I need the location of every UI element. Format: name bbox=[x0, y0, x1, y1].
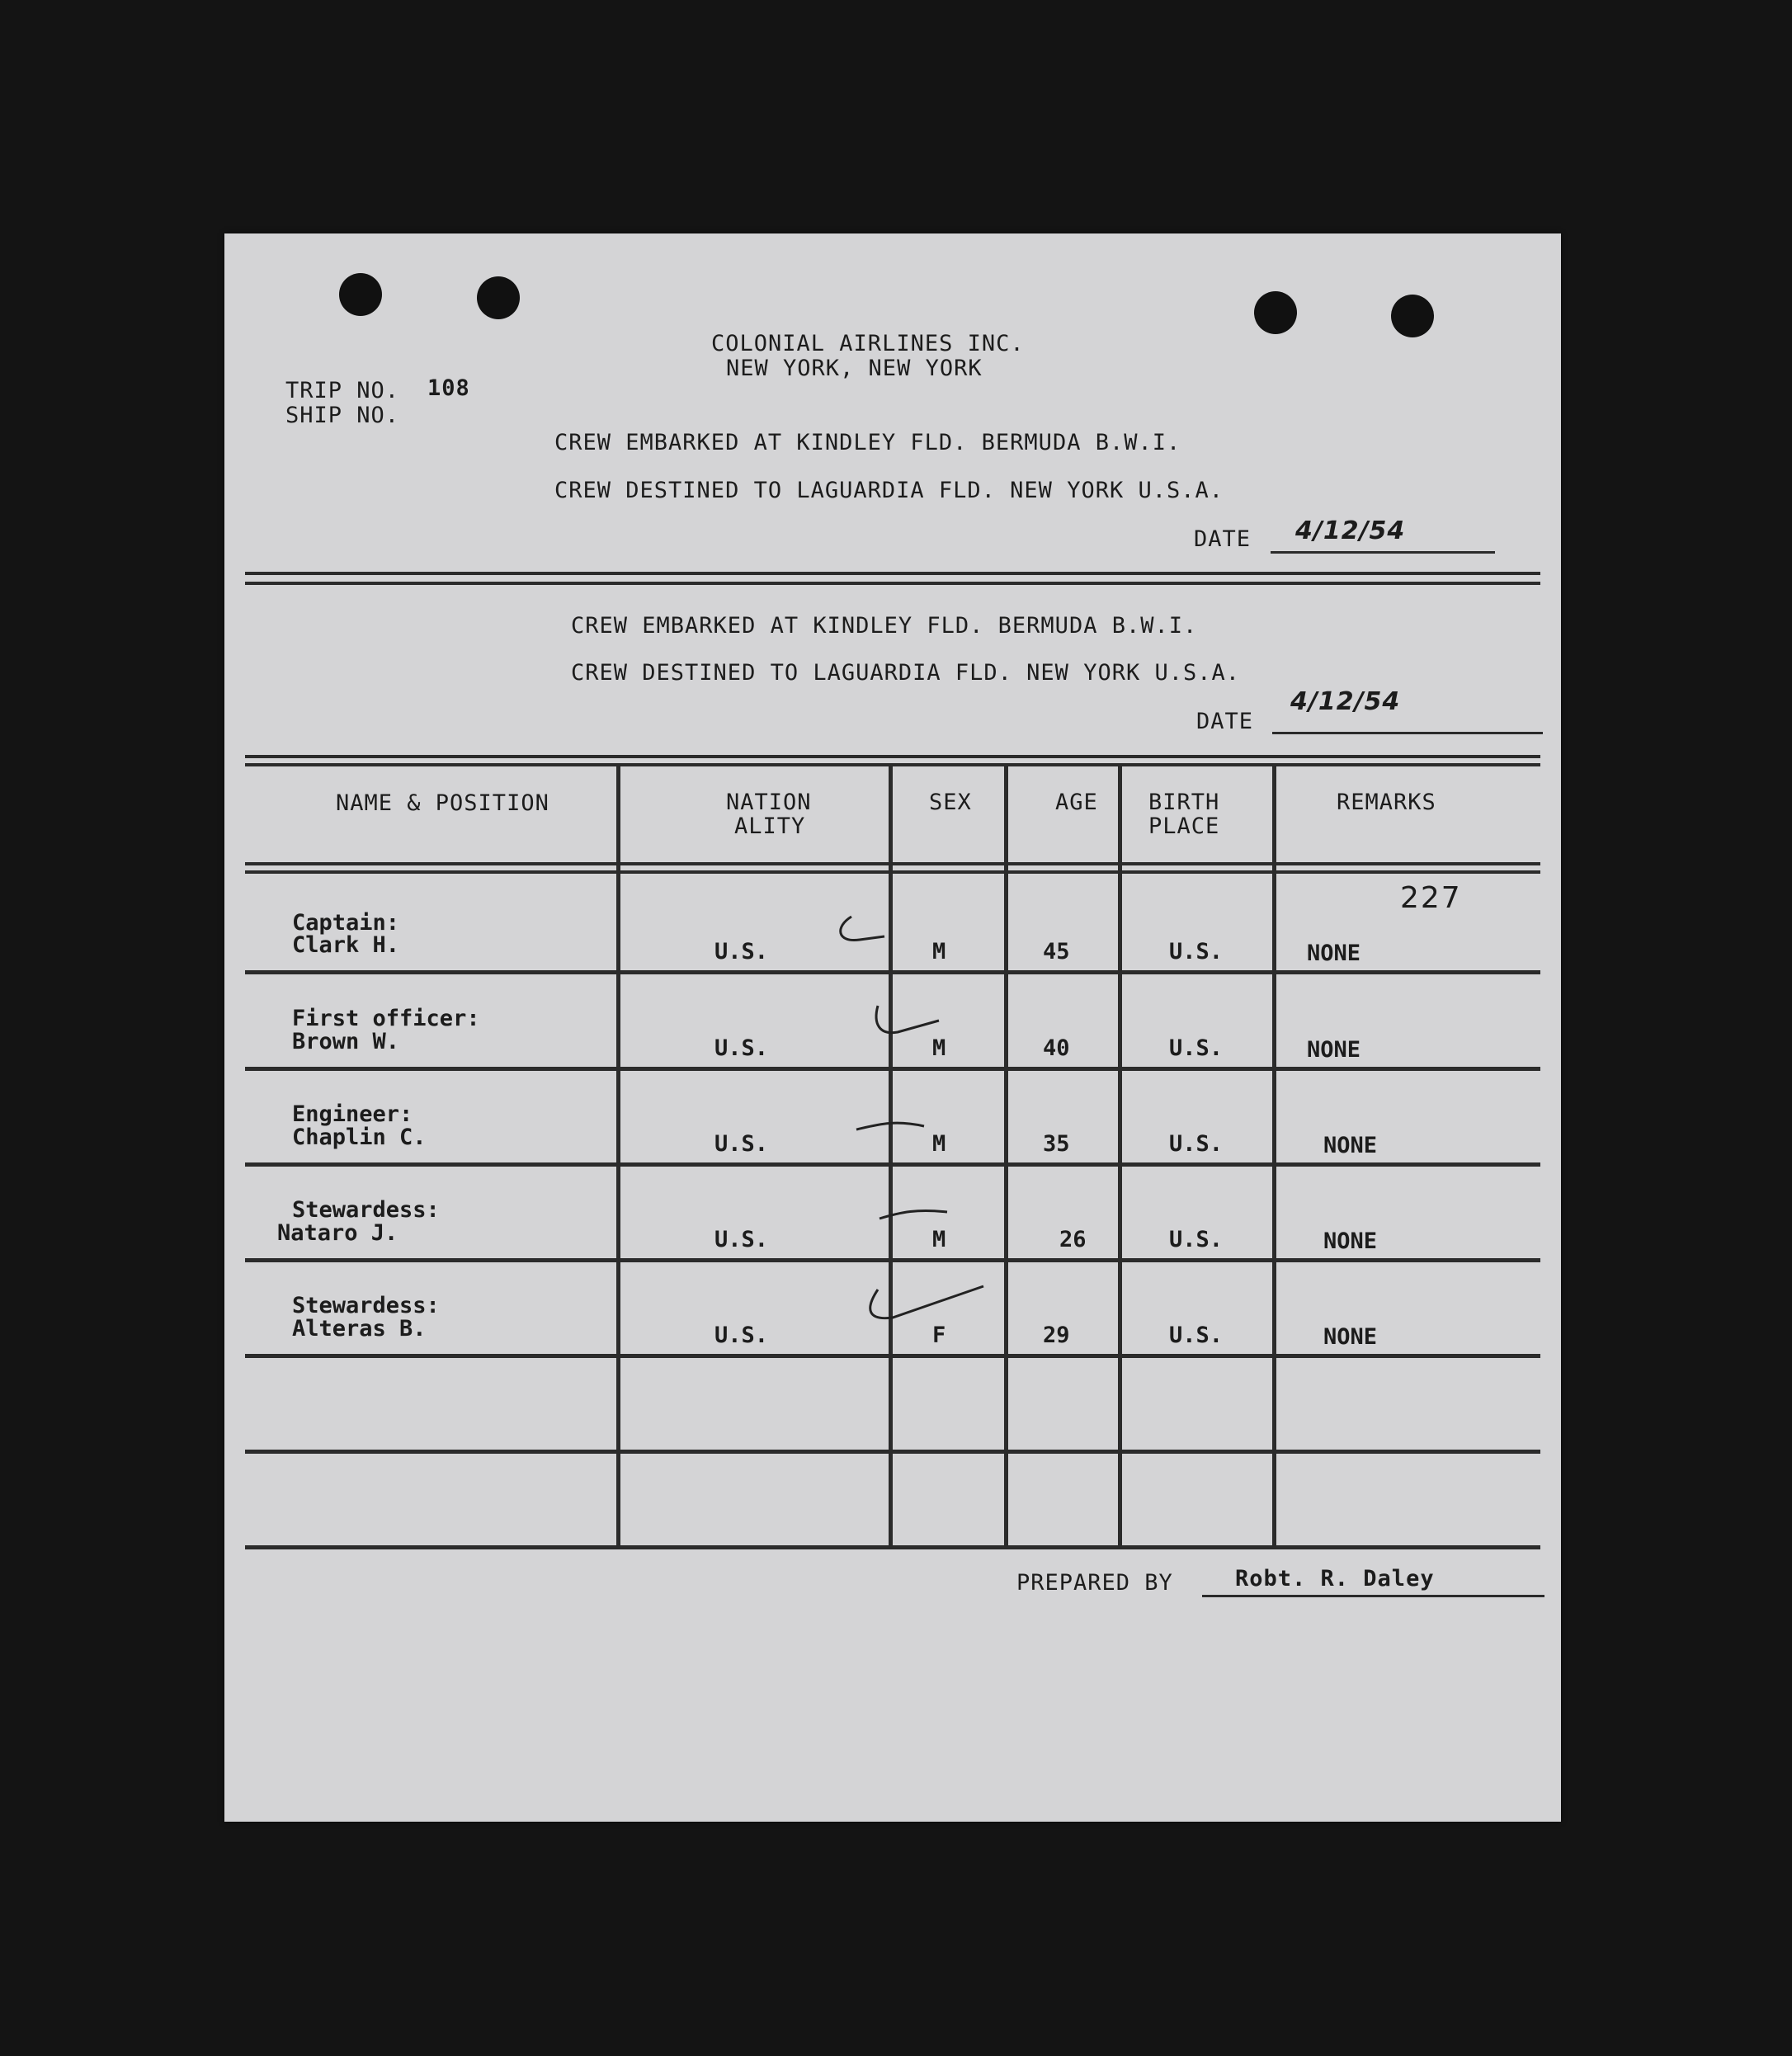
trip-number-label: TRIP NO. bbox=[285, 378, 400, 403]
crew-embarked-line: CREW EMBARKED AT KINDLEY FLD. BERMUDA B.W.I. bbox=[554, 430, 1181, 455]
crew-nationality: U.S. bbox=[714, 1131, 769, 1157]
crew-age: 35 bbox=[1043, 1131, 1070, 1157]
crew-destined-line: CREW DESTINED TO LAGUARDIA FLD. NEW YORK U.S.A. bbox=[554, 478, 1224, 503]
row-divider bbox=[245, 1162, 1540, 1167]
crew-name: Nataro J. bbox=[277, 1220, 398, 1246]
crew-position: Stewardess: bbox=[292, 1293, 440, 1318]
date-label: DATE bbox=[1196, 709, 1254, 734]
crew-sex: M bbox=[932, 1227, 946, 1252]
check-mark-icon bbox=[876, 1199, 959, 1232]
crew-birthplace: U.S. bbox=[1169, 1035, 1224, 1061]
column-header-birth-2: PLACE bbox=[1148, 813, 1220, 839]
punch-hole bbox=[339, 273, 382, 316]
crew-position: Captain: bbox=[292, 910, 400, 936]
row-divider bbox=[245, 1450, 1540, 1454]
punch-hole bbox=[1254, 291, 1297, 334]
crew-sex: M bbox=[932, 1131, 946, 1157]
crew-birthplace: U.S. bbox=[1169, 1131, 1224, 1157]
date-value: 4/12/54 bbox=[1290, 687, 1401, 716]
date-underline bbox=[1272, 732, 1543, 734]
company-city: NEW YORK, NEW YORK bbox=[726, 356, 983, 381]
prepared-by-underline bbox=[1202, 1595, 1544, 1597]
check-mark-icon bbox=[860, 1281, 992, 1339]
crew-age: 26 bbox=[1059, 1227, 1087, 1252]
crew-remarks: NONE bbox=[1323, 1324, 1378, 1350]
crew-age: 40 bbox=[1043, 1035, 1070, 1061]
crew-name: Clark H. bbox=[292, 932, 400, 958]
section-divider bbox=[245, 582, 1540, 585]
crew-position: Stewardess: bbox=[292, 1197, 440, 1223]
column-divider bbox=[1118, 766, 1122, 1549]
column-header-age: AGE bbox=[1055, 790, 1098, 815]
punch-hole bbox=[477, 276, 520, 319]
crew-birthplace: U.S. bbox=[1169, 1323, 1224, 1348]
check-mark-icon bbox=[868, 999, 950, 1049]
column-header-name: NAME & POSITION bbox=[336, 790, 549, 816]
prepared-by-label: PREPARED BY bbox=[1016, 1570, 1173, 1596]
ship-number-label: SHIP NO. bbox=[285, 403, 400, 428]
row-divider bbox=[245, 1258, 1540, 1262]
section-divider bbox=[245, 572, 1540, 575]
crew-sex: F bbox=[932, 1323, 946, 1348]
crew-age: 45 bbox=[1043, 939, 1070, 964]
company-name: COLONIAL AIRLINES INC. bbox=[711, 331, 1025, 356]
table-top-rule bbox=[245, 763, 1540, 766]
check-mark-icon bbox=[827, 910, 901, 960]
crew-position: Engineer: bbox=[292, 1101, 413, 1127]
page-number: 227 bbox=[1400, 881, 1462, 915]
column-divider bbox=[889, 766, 893, 1549]
crew-remarks: NONE bbox=[1307, 1037, 1361, 1063]
document-page bbox=[224, 233, 1561, 1822]
prepared-by-value: Robt. R. Daley bbox=[1235, 1566, 1435, 1592]
column-header-birth-1: BIRTH bbox=[1148, 790, 1220, 815]
crew-name: Brown W. bbox=[292, 1029, 400, 1054]
column-divider bbox=[1272, 766, 1276, 1549]
crew-birthplace: U.S. bbox=[1169, 1227, 1224, 1252]
crew-position: First officer: bbox=[292, 1006, 480, 1031]
crew-sex: M bbox=[932, 939, 946, 964]
date-underline bbox=[1271, 551, 1495, 554]
crew-nationality: U.S. bbox=[714, 1323, 769, 1348]
column-header-nationality-1: NATION bbox=[726, 790, 812, 815]
crew-remarks: NONE bbox=[1323, 1133, 1378, 1158]
crew-remarks: NONE bbox=[1323, 1228, 1378, 1254]
crew-nationality: U.S. bbox=[714, 1035, 769, 1061]
crew-nationality: U.S. bbox=[714, 1227, 769, 1252]
date-label: DATE bbox=[1194, 526, 1252, 552]
crew-remarks: NONE bbox=[1307, 941, 1361, 966]
punch-hole bbox=[1391, 295, 1434, 337]
table-bottom-rule bbox=[245, 1545, 1540, 1549]
row-divider bbox=[245, 970, 1540, 974]
crew-destined-line: CREW DESTINED TO LAGUARDIA FLD. NEW YORK U.S.A. bbox=[571, 660, 1241, 686]
crew-name: Alteras B. bbox=[292, 1316, 427, 1342]
check-mark-icon bbox=[853, 1108, 936, 1141]
crew-age: 29 bbox=[1043, 1323, 1070, 1348]
crew-birthplace: U.S. bbox=[1169, 939, 1224, 964]
table-top-rule bbox=[245, 755, 1540, 758]
crew-embarked-line: CREW EMBARKED AT KINDLEY FLD. BERMUDA B.W.I. bbox=[571, 613, 1198, 639]
row-divider bbox=[245, 1354, 1540, 1358]
trip-number-value: 108 bbox=[427, 375, 470, 401]
column-divider bbox=[1004, 766, 1008, 1549]
date-value: 4/12/54 bbox=[1295, 516, 1406, 545]
column-header-remarks: REMARKS bbox=[1337, 790, 1436, 815]
row-divider bbox=[245, 1067, 1540, 1071]
column-header-sex: SEX bbox=[929, 790, 972, 815]
header-rule bbox=[245, 862, 1540, 865]
column-divider bbox=[616, 766, 620, 1549]
header-rule bbox=[245, 870, 1540, 874]
crew-name: Chaplin C. bbox=[292, 1125, 427, 1150]
column-header-nationality-2: ALITY bbox=[734, 813, 806, 839]
crew-sex: M bbox=[932, 1035, 946, 1061]
crew-nationality: U.S. bbox=[714, 939, 769, 964]
